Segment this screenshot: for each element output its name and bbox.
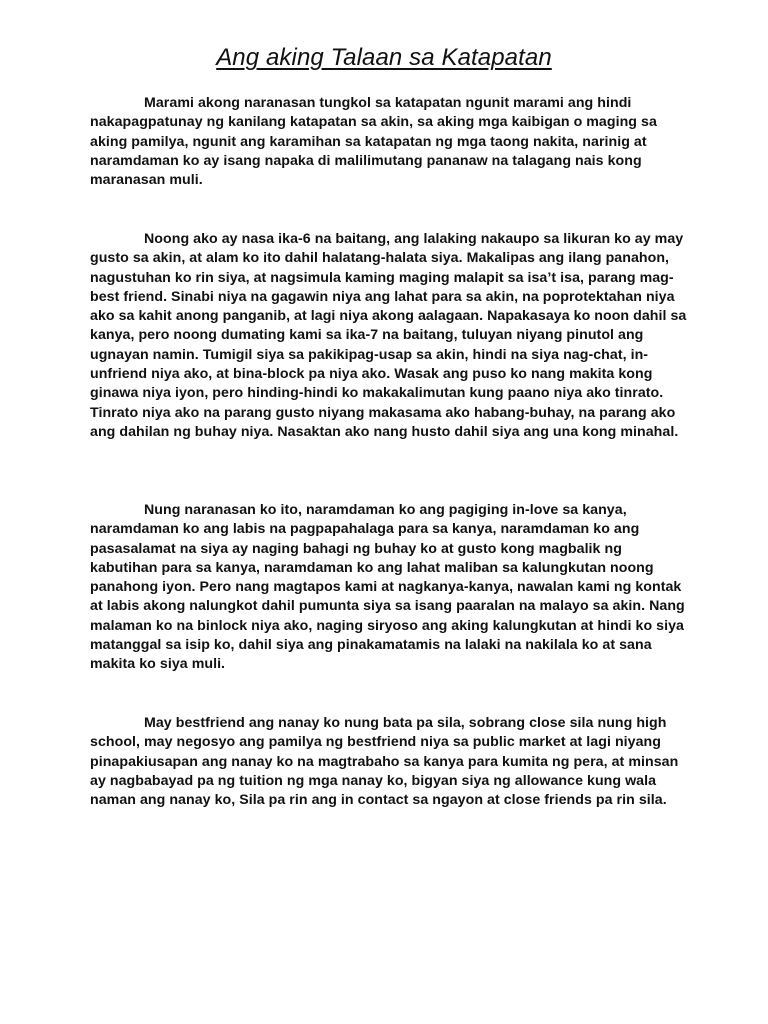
- paragraph-2: Noong ako ay nasa ika-6 na baitang, ang lalaking nakaupo sa likuran ko ay may gusto sa akin, at alam ko ito dahil halatang-halata siya. Makalipas ang ilang panahon, nagustuhan ko rin siya, at nagsimula kaming maging malapit sa isa’t isa, parang mag-best friend. Sinabi niya na gagawin niya ang lahat para sa akin, na poprotektahan niya ako sa kahit anong panganib, at lagi niya akong aalagaan. Napakasaya ko noon dahil sa kanya, pero noong dumating kami sa ika-7 na baitang, tuluyan niyang pinutol ang ugnayan namin. Tumigil siya sa pakikipag-usap sa akin, hindi na siya nag-chat, in-unfriend niya ako, at bina-block pa niya ako. Wasak ang puso ko nang makita kong ginawa niya iyon, pero hinding-hindi ko makakalimutan kung paano niya ako tinrato. Tinrato niya ako na parang gusto niyang makasama ako habang-buhay, na parang ako ang dahilan ng buhay niya. Nasaktan ako nang husto dahil siya ang una kong minahal.: [90, 231, 687, 440]
- paragraph-4: May bestfriend ang nanay ko nung bata pa sila, sobrang close sila nung high school, may negosyo ang pamilya ng bestfriend niya sa public market at lagi niyang pinapakiusapan ang nanay ko na magtrabaho sa kanya para kumita ng pera, at minsan ay nagbabayad pa ng tuition ng mga nanay ko, bigyan siya ng allowance kung wala naman ang nanay ko, Sila pa rin ang in contact sa ngayon at close friends pa rin sila.: [90, 715, 679, 809]
- paragraph-3: Nung naranasan ko ito, naramdaman ko ang pagiging in-love sa kanya, naramdaman ko ang labis na pagpapahalaga para sa kanya, naramdaman ko ang pasasalamat na siya ay naging bahagi ng buhay ko at gusto kong magbalik ng kabutihan para sa kanya, naramdaman ko ang lahat maliban sa kalungkutan noong panahong iyon. Pero nang magtapos kami at nagkanya-kanya, nawalan kami ng kontak at labis akong nalungkot dahil pumunta siya sa isang paaralan na malayo sa akin. Nang malaman ko na binlock niya ako, naging siryoso ang aking kalungkutan at hindi ko siya matanggal sa isip ko, dahil siya ang pinakamatamis na lalaki na nakilala ko at sana makita ko siya muli.: [90, 502, 685, 673]
- paragraph-1: Marami akong naranasan tungkol sa katapatan ngunit marami ang hindi nakapagpatunay ng kanilang katapatan sa akin, sa aking mga kaibigan o maging sa aking pamilya, ngunit ang karamihan sa katapatan ng mga taong nakita, narinig at naramdaman ko ay isang napaka di malilimutang pananaw na talagang nais kong maranasan muli.: [90, 95, 657, 189]
- page-title: Ang aking Talaan sa Katapatan: [216, 44, 552, 71]
